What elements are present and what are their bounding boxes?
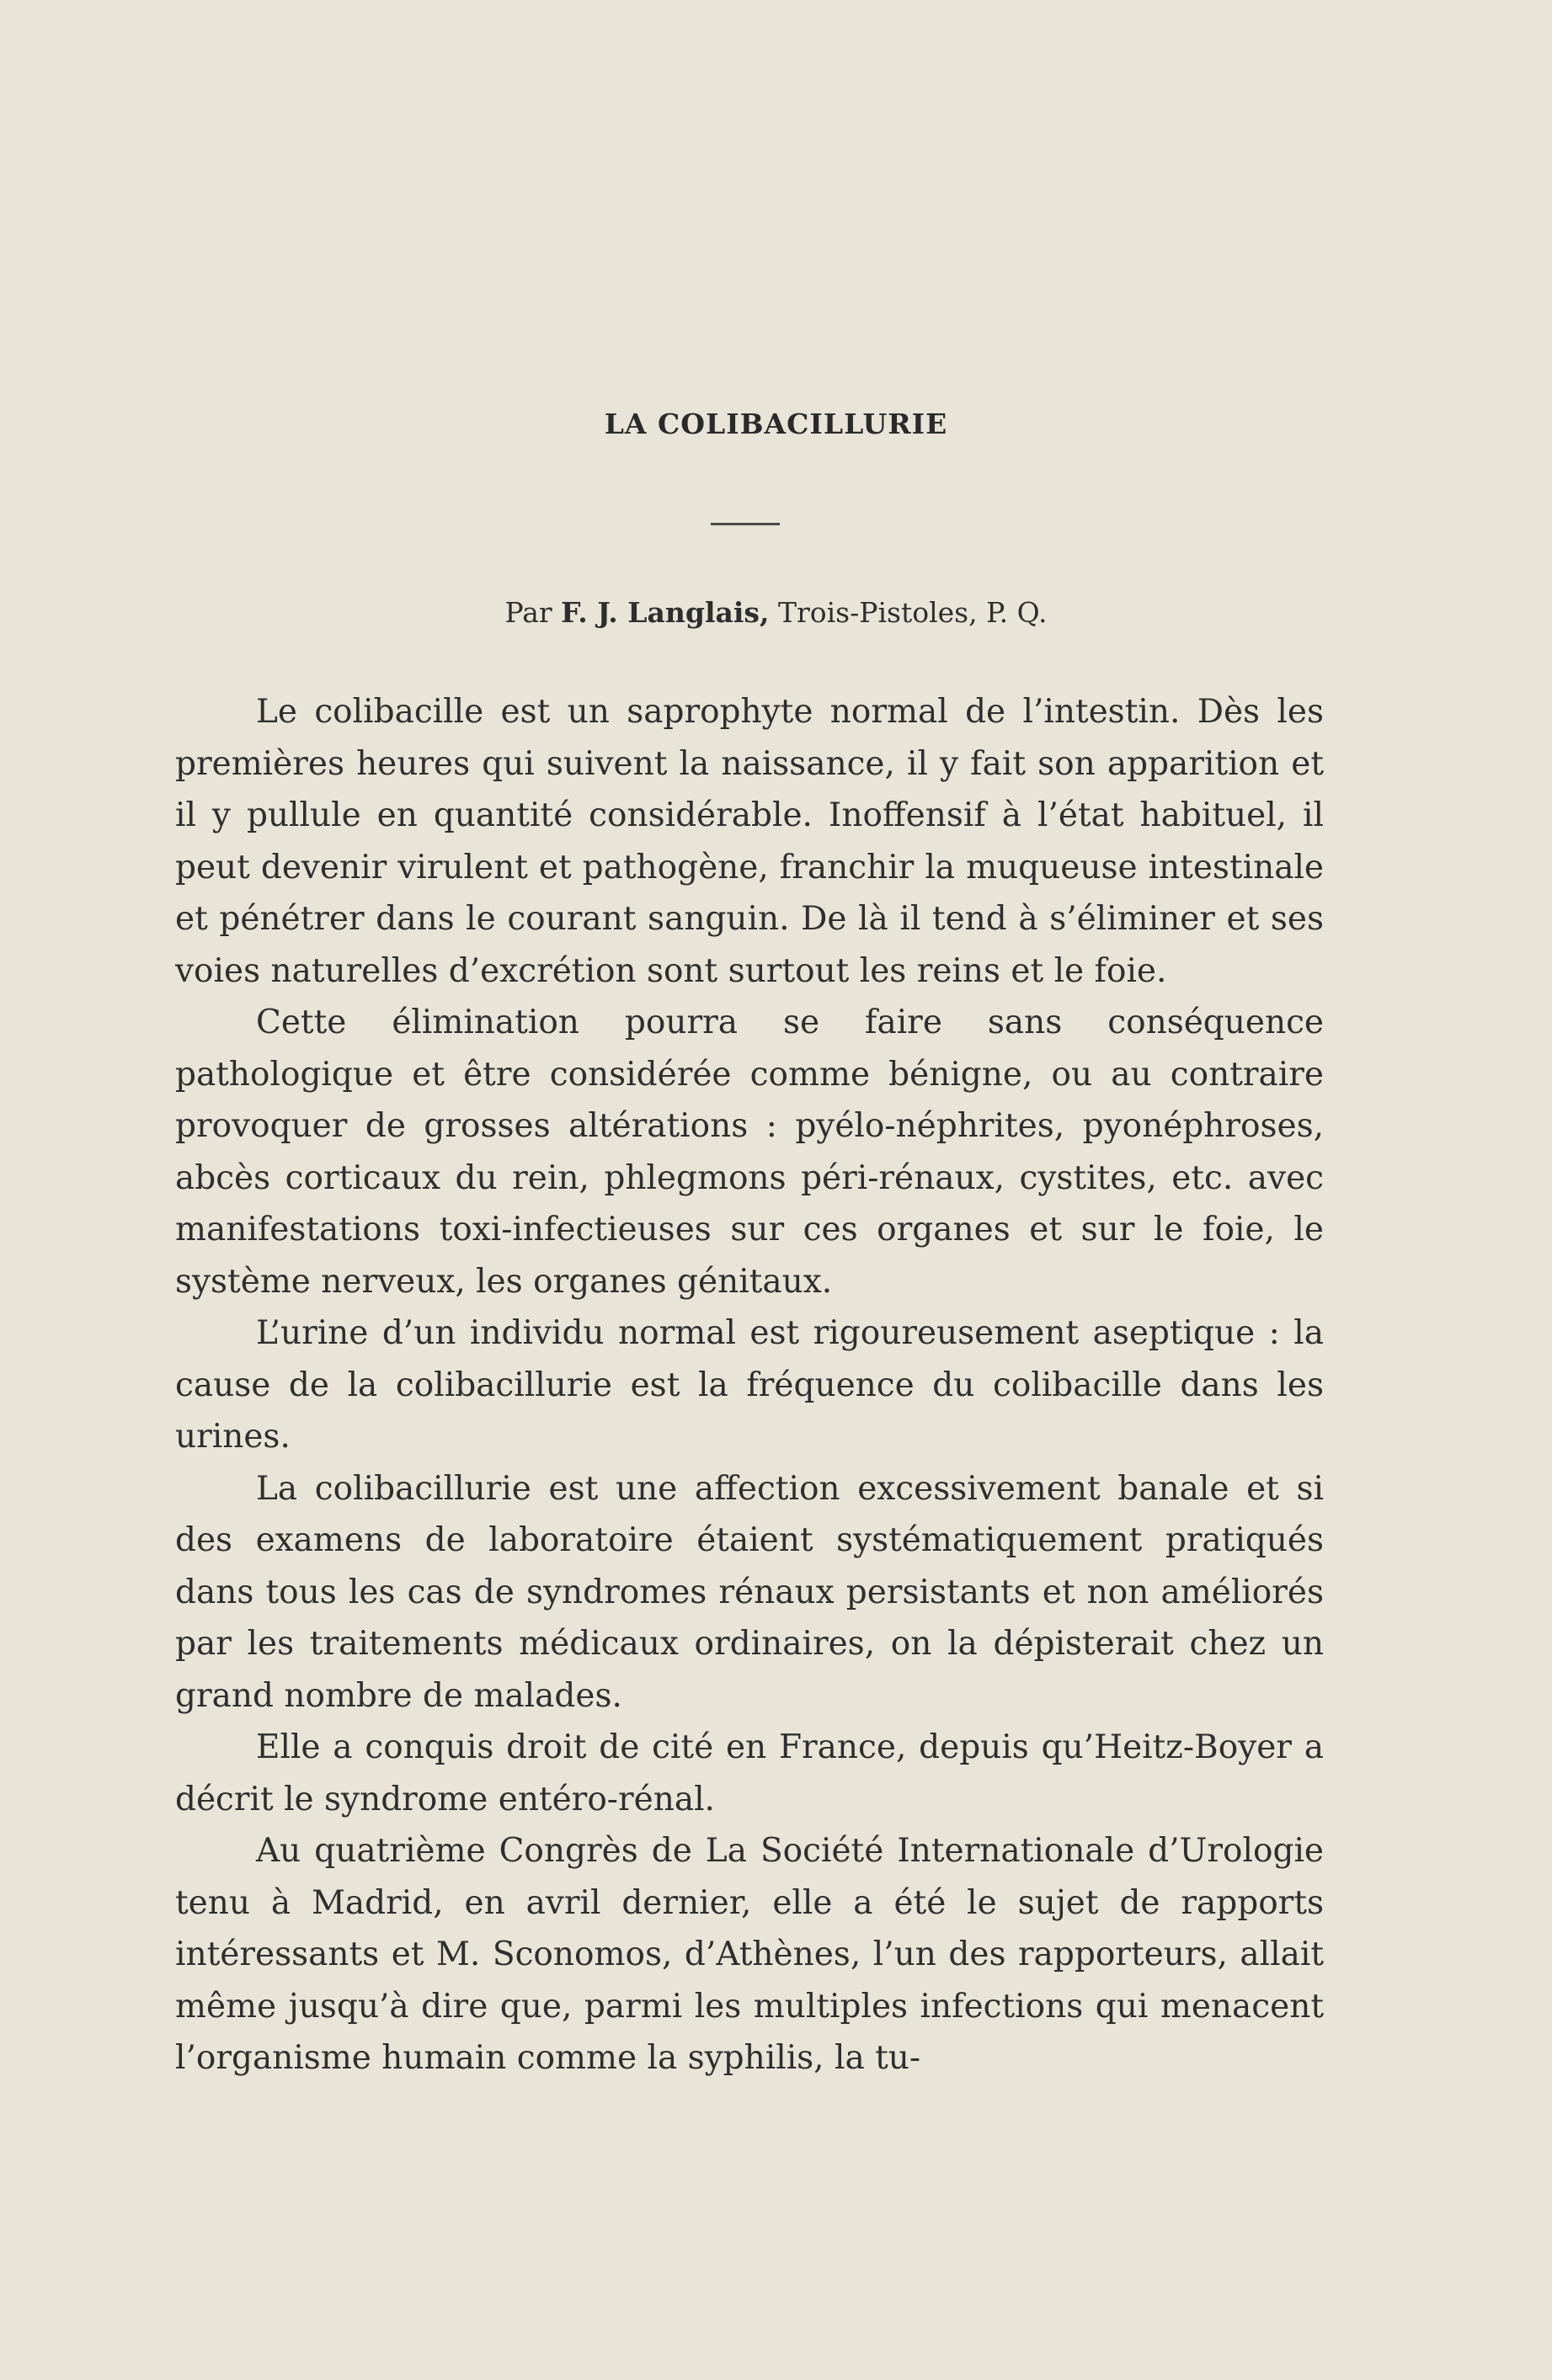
paragraph-2: Cette élimination pourra se faire sans conséquence pathologique et être considérée comme bénigne, ou au contraire provoquer de grosses altérations : pyélo-néphrites, pyonéphroses, abcès corticaux du rein, phlegmons péri-rénaux, cystites, etc. avec manifestations toxi-infectieuses sur ces organes et sur le foie, le système nerveux, les organes génitaux. [175, 1004, 1324, 1301]
paragraph-4: La colibacillurie est une affection excessivement banale et si des examens de laboratoire étaient systématiquement pratiqués dans tous les cas de syndromes rénaux persistants et non améliorés par les traitements médicaux ordinaires, on la dépisterait chez un grand nombre de malades. [175, 1469, 1324, 1715]
article-title: LA COLIBACILLURIE [604, 407, 948, 440]
paragraph-5: Elle a conquis droit de cité en France, depuis qu’Heitz-Boyer a décrit le syndrome entéro-rénal. [175, 1728, 1324, 1818]
paragraph-6: Au quatrième Congrès de La Société Internationale d’Urologie tenu à Madrid, en avril dernier, elle a été le sujet de rapports intéressants et M. Sconomos, d’Athènes, l’un des rapporteurs, allait même jusqu’à dire que, parmi les multiples infections qui menacent l’organisme humain comme la syphilis, la tu- [175, 1832, 1324, 2077]
author-name: F. J. Langlais, [561, 596, 770, 629]
author-location: Trois-Pistoles, P. Q. [777, 596, 1048, 629]
article-body [175, 686, 1324, 2084]
paragraph-3: L’urine d’un individu normal est rigoureusement aseptique : la cause de la colibacillurie est la fréquence du colibacille dans les urines. [175, 1314, 1324, 1456]
title-divider [711, 523, 780, 525]
paragraph-1: Le colibacille est un saprophyte normal de l’intestin. Dès les premières heures qui suivent la naissance, il y fait son apparition et il y pullule en quantité considérable. Inoffensif à l’état habituel, il peut devenir virulent et pathogène, franchir la muqueuse intestinale et pénétrer dans le courant sanguin. De là il tend à s’éliminer et ses voies naturelles d’excrétion sont surtout les reins et le foie. [175, 693, 1324, 990]
byline-prefix: Par [504, 596, 552, 629]
byline [0, 596, 1552, 629]
